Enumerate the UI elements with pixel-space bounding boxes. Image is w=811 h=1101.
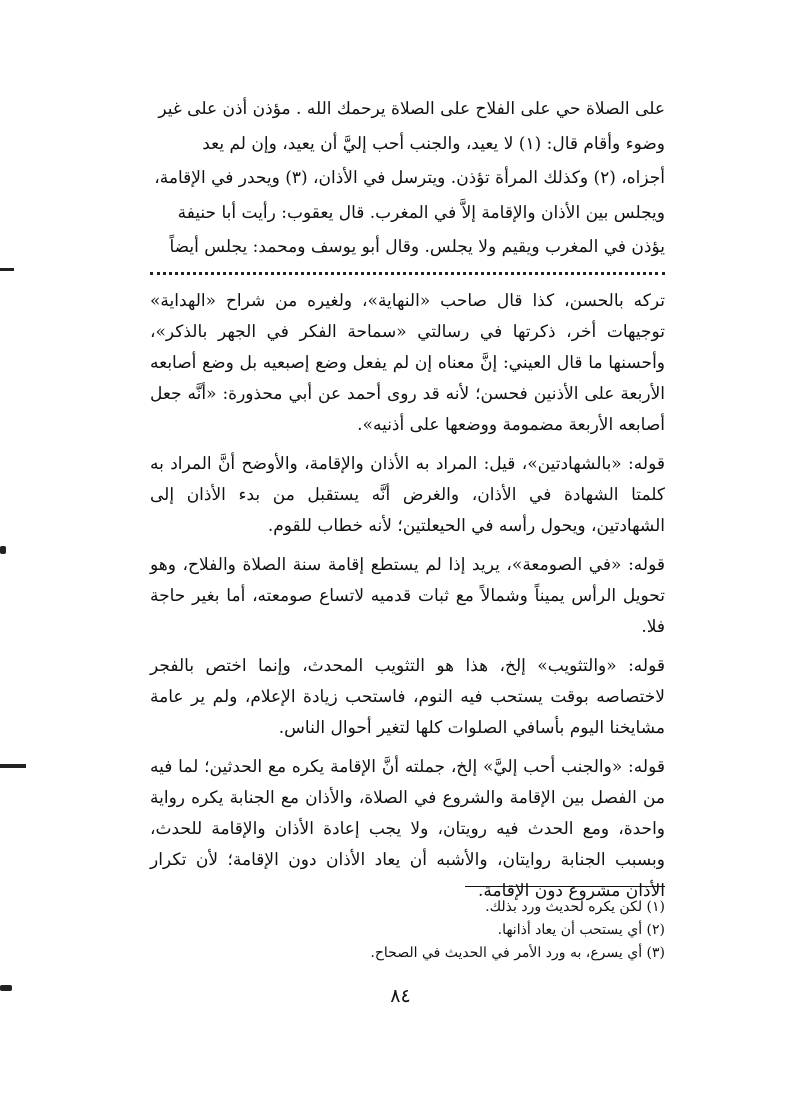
main-text-line: على الصلاة حي على الفلاح على الصلاة يرحمك الله . مؤذن أذن على غير	[158, 99, 665, 119]
page-number: ٨٤	[390, 985, 411, 1007]
main-text-line: وضوء وأقام قال: (١) لا يعيد، والجنب أحب إليَّ أن يعيد، وإن لم يعد	[202, 133, 665, 154]
main-text-line: أجزاه، (٢) وكذلك المرأة تؤذن. ويترسل في الأذان، (٣) ويحدر في الإقامة،	[154, 168, 665, 188]
footnote-rule	[465, 886, 665, 887]
footnote: (٢) أي يستحب أن يعاد أذانها.	[497, 922, 665, 938]
commentary-paragraph: تركه بالحسن، كذا قال صاحب «النهاية»، ولغيره من شراح «الهداية» توجيهات أخر، ذكرتها في رسالتي «سماحة الفكر في الجهر بالذكر»، وأحسنها ما قال العيني: إنَّ معناه إن لم يفعل وضع إصبعيه بل وضع أصابعه الأربعة على الأذنين فحسن؛ لأنه قد روى أحمد عن أبي محذورة: «أنَّه جعل أصابعه الأربعة مضمومة ووضعها على أذنيه».	[150, 291, 665, 435]
commentary-paragraph: قوله: «والجنب أحب إليَّ» إلخ، جملته أنَّ الإقامة يكره مع الحدثين؛ لما فيه من الفصل بين الإقامة والشروع في الصلاة، والأذان مع الجنابة يكره رواية واحدة، ومع الحدث فيه رويتان، ولا يجب إعادة الأذان والإقامة للحدث، وبسبب الجنابة روايتان، والأشبه أن يعاد الأذان دون الإقامة؛ لأن تكرار الأذان مشروع دون الإقامة.	[150, 757, 665, 901]
scan-edge-mark	[0, 268, 14, 271]
footnote: (٣) أي يسرع، به ورد الأمر في الحديث في الصحاح.	[370, 945, 665, 961]
scan-edge-mark	[0, 764, 26, 768]
main-text-line: يؤذن في المغرب ويقيم ولا يجلس. وقال أبو يوسف ومحمد: يجلس أيضاً	[169, 237, 665, 257]
scan-edge-mark	[0, 546, 6, 554]
main-text-line: ويجلس بين الأذان والإقامة إلاَّ في المغرب. قال يعقوب: رأيت أبا حنيفة	[177, 202, 665, 223]
main-text	[150, 92, 665, 265]
footnote: (١) لكن يكره لحديث ورد بذلك.	[485, 899, 665, 915]
commentary-paragraph: قوله: «والتثويب» إلخ، هذا هو التثويب المحدث، وإنما اختص بالفجر لاختصاصه بوقت يستحب فيه النوم، فاستحب زيادة الإعلام، ولم ير عامة مشايخنا اليوم بأسافي الصلوات كلها لتغير أحوال الناس.	[150, 656, 665, 738]
commentary-paragraph: قوله: «بالشهادتين»، قيل: المراد به الأذان والإقامة، والأوضح أنَّ المراد به كلمتا الشهادة في الأذان، والغرض أنَّه يستقبل من بدء الأذان إلى الشهادتين، ويحول رأسه في الحيعلتين؛ لأنه خطاب للقوم.	[150, 454, 665, 536]
footnotes	[150, 896, 665, 965]
dotted-separator	[150, 272, 665, 275]
commentary	[150, 286, 665, 907]
scan-edge-mark	[0, 985, 12, 991]
commentary-paragraph: قوله: «في الصومعة»، يريد إذا لم يستطع إقامة سنة الصلاة والفلاح، وهو تحويل الرأس يميناً وشمالاً مع ثبات قدميه لاتساع صومعته، أما بغير حاجة فلا.	[150, 555, 665, 637]
